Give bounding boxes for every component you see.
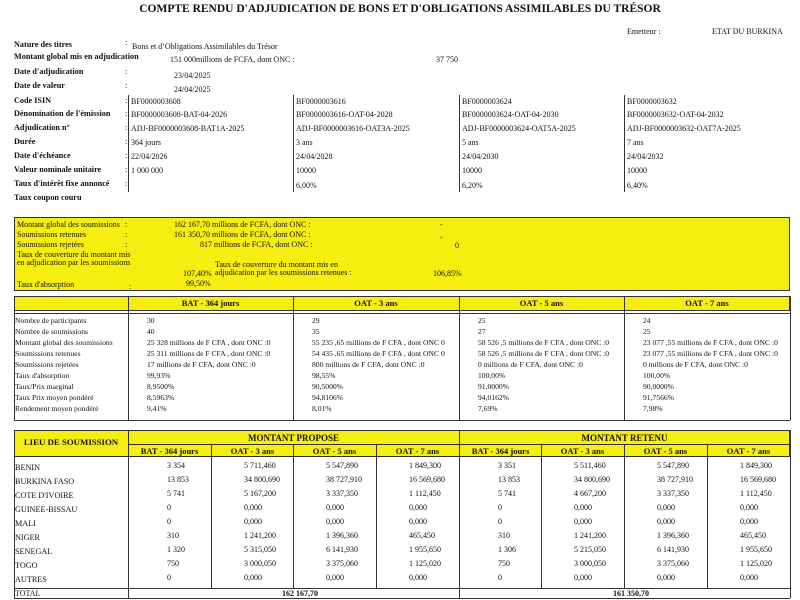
country-cell: 0 — [498, 503, 502, 512]
country-name: BENIN — [15, 463, 41, 472]
country-cell: 0 — [498, 573, 502, 582]
country-cell: 5 741 — [498, 489, 516, 498]
detail-cell: 24 — [643, 316, 651, 325]
security-taux-fixe: 6,40% — [627, 181, 648, 190]
country-cell: 1 396,360 — [657, 531, 689, 540]
colon: : — [125, 165, 128, 174]
detail-row-label: Taux d'absorption — [15, 371, 70, 380]
country-cell: 0,000 — [657, 517, 675, 526]
country-cell: 13 853 — [167, 475, 189, 484]
country-cell: 1 849,300 — [740, 461, 772, 470]
colon: : — [125, 179, 128, 188]
total-label: TOTAL — [15, 589, 41, 598]
country-cell: 0 — [167, 503, 171, 512]
date-val-label: Date de valeur — [14, 81, 65, 90]
detail-cell: 100,00% — [643, 371, 671, 380]
summary-retenues-dash: - — [440, 233, 443, 242]
country-cell: 3 337,350 — [326, 489, 358, 498]
country-subheader: OAT - 7 ans — [726, 446, 771, 456]
country-cell: 0,000 — [326, 573, 344, 582]
detail-cell: 55 235 ,65 millions de F CFA , dont ONC 0 — [312, 338, 445, 347]
country-name: COTE D'IVOIRE — [15, 491, 74, 500]
summary-absorption-value: 99,50% — [186, 279, 211, 288]
country-cell: 0,000 — [657, 503, 675, 512]
duree-label: Durée — [14, 137, 36, 146]
country-cell: 0,000 — [244, 573, 262, 582]
montant-mis-onc: 37 750 — [436, 55, 458, 64]
country-name: GUINEE-BISSAU — [15, 505, 78, 514]
colon: : — [125, 220, 128, 229]
country-cell: 1 112,450 — [740, 489, 772, 498]
summary-absorption-label: Taux d'absorption — [17, 280, 75, 289]
summary-rejetees-label: Soumissions rejetées — [17, 240, 84, 249]
grid-line — [541, 444, 542, 588]
detail-cell: 100,00% — [478, 371, 506, 380]
summary-retenues-value: 161 350,70 millions de FCFA, dont ONC : — [174, 230, 311, 239]
country-cell: 34 800,690 — [244, 475, 280, 484]
colon: : — [125, 96, 128, 105]
country-cell: 310 — [498, 531, 510, 540]
summary-rejetees-value: 817 millions de FCFA, dont ONC : — [200, 240, 313, 249]
emetteur-label: Emetteur : — [627, 27, 661, 36]
grid-line — [293, 444, 294, 588]
country-cell: 310 — [167, 531, 179, 540]
security-nominal: 1 000 000 — [131, 166, 163, 175]
grid-line — [459, 296, 460, 420]
country-cell: 1 112,450 — [409, 489, 441, 498]
country-cell: 750 — [498, 559, 510, 568]
detail-cell: 35 — [312, 327, 320, 336]
security-taux-fixe: 6,20% — [462, 181, 483, 190]
summary-couverture2-label: Taux de couverture du montant mis en adjudication par les soumissions retenues : — [215, 260, 352, 277]
detail-cell: 9,41% — [147, 404, 167, 413]
country-cell: 1 955,650 — [409, 545, 441, 554]
grid-line — [293, 296, 294, 420]
country-cell: 5 315,050 — [244, 545, 276, 554]
security-nominal: 10000 — [296, 166, 316, 175]
country-cell: 0 — [498, 517, 502, 526]
summary-retenues-label: Soumissions retenues — [17, 230, 87, 239]
security-nominal: 10000 — [462, 166, 482, 175]
total-propose: 162 167,70 — [282, 589, 318, 598]
colon: : — [125, 151, 128, 160]
grid-line — [707, 444, 708, 588]
country-cell: 0,000 — [574, 503, 592, 512]
grid-line — [128, 95, 129, 192]
summary-couverture-label: Taux de couverture du montant mis en adjudication par les soumissions — [17, 250, 131, 267]
country-cell: 16 569,680 — [409, 475, 445, 484]
coupon-label: Taux coupon couru — [14, 193, 82, 202]
detail-cell: 25 311 millions de F CFA , dont ONC :0 — [147, 349, 271, 358]
country-cell: 0,000 — [409, 517, 427, 526]
country-cell: 1 125,020 — [740, 559, 772, 568]
country-cell: 0,000 — [574, 517, 592, 526]
detail-cell: 800 millions de F CFA, dont ONC :0 — [312, 360, 425, 369]
grid-line — [376, 444, 377, 588]
detail-cell: 8,9500% — [147, 382, 175, 391]
security-denomination: BF0000003632-OAT-04-2032 — [627, 110, 724, 119]
montant-mis-label: Montant global mis en adjudication — [14, 52, 139, 61]
detail-row-label: Montant global des soumissions — [15, 338, 113, 347]
grid-line — [14, 313, 790, 314]
country-cell: 0,000 — [244, 517, 262, 526]
country-cell: 3 375,060 — [657, 559, 689, 568]
date-val-value: 24/04/2025 — [174, 85, 211, 94]
country-subheader: OAT - 7 ans — [395, 446, 440, 456]
detail-cell: 29 — [312, 316, 320, 325]
summary-montant-dash: - — [440, 220, 443, 229]
detail-cell: 25 — [643, 327, 651, 336]
date-adj-label: Date d'adjudication — [14, 67, 84, 76]
country-cell: 38 727,910 — [326, 475, 362, 484]
country-cell: 3 000,050 — [574, 559, 606, 568]
colon: : — [125, 240, 128, 249]
security-denomination: BF0000003616-OAT-04-2028 — [296, 110, 393, 119]
country-cell: 0,000 — [574, 573, 592, 582]
country-cell: 4 667,200 — [574, 489, 606, 498]
security-isin: BF0000003608 — [131, 97, 181, 106]
propose-label: MONTANT PROPOSE — [248, 433, 339, 443]
detail-cell: 58 526 ,5 millions de F CFA , dont ONC :0 — [478, 338, 610, 347]
security-adjudication: ADJ-BF0000003632-OAT7A-2025 — [627, 124, 741, 133]
detail-row-label: Nombre de soumissions — [15, 327, 88, 336]
country-cell: 0,000 — [409, 503, 427, 512]
detail-cell: 23 077 ,55 millions de F CFA , dont ONC :0 — [643, 338, 778, 347]
country-cell: 16 569,680 — [740, 475, 776, 484]
detail-col-header: OAT - 5 ans — [519, 298, 564, 308]
country-subheader: BAT - 364 jours — [471, 446, 530, 456]
nature-label: Nature des titres — [14, 40, 72, 49]
country-cell: 0,000 — [740, 573, 758, 582]
detail-row-label: Nombre de participants — [15, 316, 87, 325]
detail-cell: 90,5000% — [312, 382, 344, 391]
detail-cell: 99,93% — [147, 371, 171, 380]
echeance-label: Date d'échéance — [14, 151, 71, 160]
security-nominal: 10000 — [627, 166, 647, 175]
country-cell: 6 141,930 — [326, 545, 358, 554]
country-cell: 0,000 — [326, 517, 344, 526]
detail-cell: 7,69% — [478, 404, 498, 413]
country-cell: 1 306 — [498, 545, 516, 554]
country-cell: 750 — [167, 559, 179, 568]
country-name: SENEGAL — [15, 547, 53, 556]
country-cell: 5 215,050 — [574, 545, 606, 554]
country-name: BURKINA FASO — [15, 477, 75, 486]
country-cell: 1 320 — [167, 545, 185, 554]
detail-row-label: Taux Prix moyen pondéré — [15, 393, 94, 402]
grid-line — [624, 296, 625, 420]
grid-line — [128, 296, 129, 420]
detail-col-header: BAT - 364 jours — [181, 298, 240, 308]
date-adj-value: 23/04/2025 — [174, 71, 211, 80]
detail-cell: 0 millions de F CFA, dont ONC :0 — [478, 360, 583, 369]
security-isin: BF0000003624 — [462, 97, 512, 106]
country-cell: 0 — [167, 573, 171, 582]
country-cell: 34 800,690 — [574, 475, 610, 484]
security-isin: BF0000003632 — [627, 97, 677, 106]
colon: : — [125, 38, 128, 47]
grid-line — [14, 588, 790, 589]
country-name: MALI — [15, 519, 36, 528]
detail-cell: 7,98% — [643, 404, 663, 413]
total-retenu: 161 350,70 — [613, 589, 649, 598]
country-cell: 5 167,200 — [244, 489, 276, 498]
taux-fixe-label: Taux d'intérêt fixe annoncé — [14, 179, 110, 188]
page-title: COMPTE RENDU D'ADJUDICATION DE BONS ET D'OBLIGATIONS ASSIMILABLES DU TRÉSOR — [139, 3, 661, 15]
country-cell: 13 853 — [498, 475, 520, 484]
country-cell: 1 241,200 — [574, 531, 606, 540]
detail-cell: 0 millions de F CFA, dont ONC :0 — [643, 360, 748, 369]
country-cell: 465,450 — [740, 531, 766, 540]
montant-mis-value: 151 000millions de FCFA, dont ONC : — [170, 55, 295, 64]
country-cell: 0,000 — [657, 573, 675, 582]
security-denomination: BF0000003624-OAT-04-2030 — [462, 110, 559, 119]
retenu-label: MONTANT RETENU — [581, 433, 668, 443]
grid-line — [211, 444, 212, 588]
summary-montant-label: Montant global des soumissions — [17, 220, 120, 229]
detail-cell: 23 077 ,55 millions de F CFA , dont ONC :0 — [643, 349, 778, 358]
country-cell: 0,000 — [740, 503, 758, 512]
country-cell: 465,450 — [409, 531, 435, 540]
colon: : — [129, 282, 132, 291]
detail-row-label: Taux/Prix marginal — [15, 382, 74, 391]
country-cell: 3 337,350 — [657, 489, 689, 498]
security-echeance: 24/04/2032 — [627, 152, 664, 161]
security-duree: 5 ans — [462, 138, 479, 147]
emetteur-value: ETAT DU BURKINA — [712, 27, 783, 36]
country-cell: 5 511,460 — [574, 461, 606, 470]
country-cell: 38 727,910 — [657, 475, 693, 484]
detail-row-label: Soumissions retenues — [15, 349, 81, 358]
grid-line — [790, 430, 791, 598]
security-adjudication: ADJ-BF0000003624-OAT5A-2025 — [462, 124, 576, 133]
security-echeance: 24/04/2030 — [462, 152, 499, 161]
country-cell: 0,000 — [326, 503, 344, 512]
country-cell: 5 711,460 — [244, 461, 276, 470]
grid-line — [128, 444, 790, 445]
detail-cell: 8,5963% — [147, 393, 175, 402]
security-duree: 364 jours — [131, 138, 161, 147]
detail-row-label: Soumissions rejetées — [15, 360, 79, 369]
isin-label: Code ISIN — [14, 96, 52, 105]
detail-cell: 94,8106% — [312, 393, 344, 402]
grid-line — [293, 95, 294, 192]
security-isin: BF0000003616 — [296, 97, 346, 106]
summary-montant-value: 162 167,70 millions de FCFA, dont ONC : — [174, 220, 311, 229]
colon: : — [125, 67, 128, 76]
detail-cell: 40 — [147, 327, 155, 336]
country-cell: 0 — [167, 517, 171, 526]
detail-cell: 30 — [147, 316, 155, 325]
country-subheader: OAT - 5 ans — [312, 446, 357, 456]
grid-line — [14, 430, 15, 598]
country-name: AUTRES — [15, 575, 47, 584]
security-echeance: 22/04/2026 — [131, 152, 168, 161]
detail-cell: 91,0000% — [478, 382, 510, 391]
grid-line — [624, 444, 625, 588]
country-cell: 1 955,650 — [740, 545, 772, 554]
country-cell: 5 547,890 — [326, 461, 358, 470]
country-cell: 1 849,300 — [409, 461, 441, 470]
detail-cell: 98,55% — [312, 371, 336, 380]
detail-cell: 27 — [478, 327, 486, 336]
detail-cell: 94,0162% — [478, 393, 510, 402]
colon: : — [125, 230, 128, 239]
country-cell: 0,000 — [244, 503, 262, 512]
country-subheader: BAT - 364 jours — [140, 446, 199, 456]
country-cell: 1 125,020 — [409, 559, 441, 568]
country-cell: 6 141,930 — [657, 545, 689, 554]
security-duree: 7 ans — [627, 138, 644, 147]
detail-col-header: OAT - 7 ans — [685, 298, 729, 308]
country-cell: 1 241,200 — [244, 531, 276, 540]
country-subheader: OAT - 3 ans — [230, 446, 275, 456]
detail-cell: 90,0000% — [643, 382, 675, 391]
colon: : — [125, 81, 128, 90]
detail-cell: 17 millions de F CFA, dont ONC :0 — [147, 360, 256, 369]
country-cell: 3 375,060 — [326, 559, 358, 568]
country-cell: 5 741 — [167, 489, 185, 498]
denomination-label: Dénomination de l'émission — [14, 109, 111, 118]
summary-couverture2-value: 106,85% — [433, 269, 462, 278]
summary-rejetees-zero: 0 — [455, 241, 459, 250]
country-cell: 3 000,050 — [244, 559, 276, 568]
country-subheader: OAT - 5 ans — [643, 446, 688, 456]
country-name: NIGER — [15, 533, 41, 542]
grid-line — [790, 296, 791, 420]
colon: : — [125, 123, 128, 132]
detail-cell: 58 526 ,5 millions de F CFA , dont ONC :0 — [478, 349, 610, 358]
security-echeance: 24/04/2028 — [296, 152, 333, 161]
colon: : — [125, 109, 128, 118]
nominal-label: Valeur nominale unitaire — [14, 165, 102, 174]
adjudication-label: Adjudication n° — [14, 123, 70, 132]
country-name: TOGO — [15, 561, 38, 570]
detail-cell: 25 — [478, 316, 486, 325]
security-denomination: BF0000003608-BAT-04-2026 — [131, 110, 228, 119]
summary-couverture-value: 107,40% — [183, 269, 212, 278]
security-adjudication: ADJ-BF0000003608-BAT1A-2025 — [131, 124, 245, 133]
country-cell: 1 396,360 — [326, 531, 358, 540]
country-cell: 0,000 — [740, 517, 758, 526]
lieu-label: LIEU DE SOUMISSION — [23, 437, 119, 447]
country-cell: 5 547,890 — [657, 461, 689, 470]
security-taux-fixe: 6,00% — [296, 181, 317, 190]
country-subheader: OAT - 3 ans — [560, 446, 605, 456]
detail-cell: 25 328 millions de F CFA , dont ONC :0 — [147, 338, 271, 347]
nature-value: Bons et d’Obligations Assimilables du Trésor — [132, 42, 278, 51]
country-cell: 3 351 — [498, 461, 516, 470]
detail-cell: 54 435 ,65 millions de F CFA , dont ONC 0 — [312, 349, 445, 358]
security-duree: 3 ans — [296, 138, 313, 147]
detail-cell: 91,7566% — [643, 393, 675, 402]
detail-row-label: Rendement moyen pondéré — [15, 404, 99, 413]
detail-col-header: OAT - 3 ans — [354, 298, 398, 308]
grid-line — [459, 95, 460, 192]
country-cell: 3 354 — [167, 461, 185, 470]
grid-line — [14, 598, 790, 599]
security-adjudication: ADJ-BF0000003616-OAT3A-2025 — [296, 124, 410, 133]
colon: : — [125, 137, 128, 146]
detail-cell: 8,01% — [312, 404, 332, 413]
grid-line — [14, 420, 790, 421]
grid-line — [624, 95, 625, 192]
country-cell: 0,000 — [409, 573, 427, 582]
